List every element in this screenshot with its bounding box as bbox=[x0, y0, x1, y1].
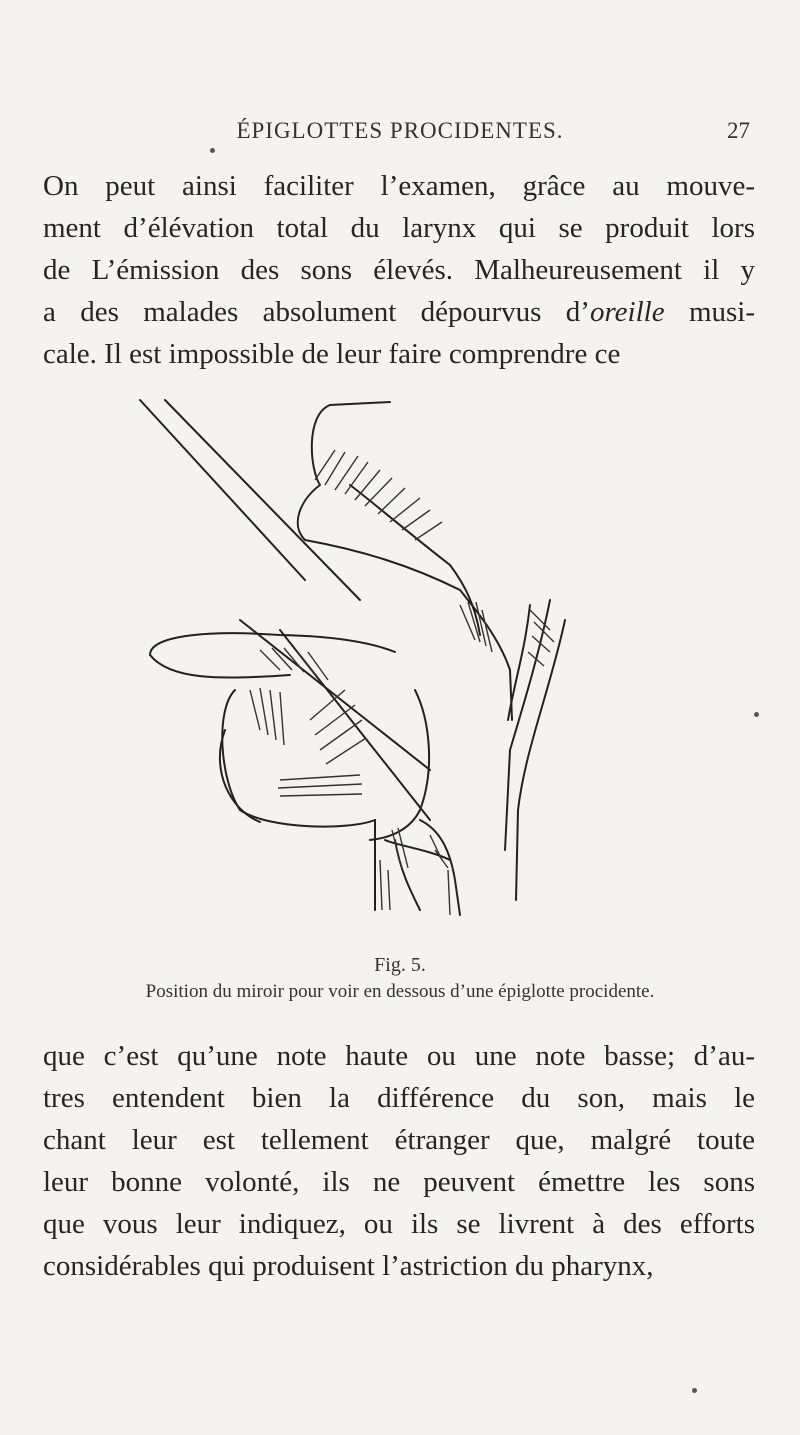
text-line: considérables qui produisent l’astriction du pharynx, bbox=[43, 1250, 654, 1282]
larynx-mirror-illustration bbox=[130, 390, 690, 950]
page-header bbox=[40, 118, 760, 152]
mirror-head bbox=[150, 633, 395, 655]
text-line: de L’émission des sons élevés. Malheureusement il y bbox=[43, 254, 755, 286]
larynx-outline bbox=[370, 690, 429, 840]
paper-speck bbox=[210, 148, 215, 153]
running-title: ÉPIGLOTTES PROCIDENTES. bbox=[236, 118, 564, 143]
pharynx-wall bbox=[516, 620, 565, 900]
text-fragment: a des malades absolument dépourvus d’ bbox=[43, 296, 590, 328]
vocal-cord bbox=[222, 690, 375, 827]
text-line: chant leur est tellement étranger que, malgré toute bbox=[43, 1124, 755, 1156]
pharynx-wall bbox=[505, 600, 550, 850]
text-line: cale. Il est impossible de leur faire comprendre ce bbox=[43, 338, 621, 370]
paragraph-bottom bbox=[43, 1035, 755, 1287]
epiglottis-outline bbox=[298, 405, 512, 720]
text-fragment: musi- bbox=[664, 296, 755, 328]
paper-speck bbox=[754, 712, 759, 717]
epiglottis-inner bbox=[350, 485, 480, 635]
text-line: que c’est qu’une note haute ou une note basse; d’au- bbox=[43, 1040, 755, 1072]
figure-label: Fig. 5. bbox=[374, 954, 426, 976]
text-line: que vous leur indiquez, ou ils se livrent à des efforts bbox=[43, 1208, 755, 1240]
text-line: tres entendent bien la différence du son, mais le bbox=[43, 1082, 755, 1114]
sight-line bbox=[240, 620, 430, 770]
mirror-stem-line bbox=[165, 400, 360, 600]
text-line: On peut ainsi faciliter l’examen, grâce au mouve- bbox=[43, 170, 755, 202]
figure-caption: Position du miroir pour voir en dessous d’une épiglotte procidente. bbox=[145, 981, 655, 1002]
text-line: leur bonne volonté, ils ne peuvent émettre les sons bbox=[43, 1166, 755, 1198]
text-line: ment d’élévation total du larynx qui se produit lors bbox=[43, 212, 755, 244]
mirror-stem-line bbox=[140, 400, 305, 580]
italic-phrase: oreille bbox=[589, 296, 665, 328]
paper-speck bbox=[692, 1388, 697, 1393]
page-number: 27 bbox=[727, 118, 750, 143]
paragraph-top bbox=[43, 165, 755, 375]
text-line-with-italic bbox=[43, 291, 755, 333]
